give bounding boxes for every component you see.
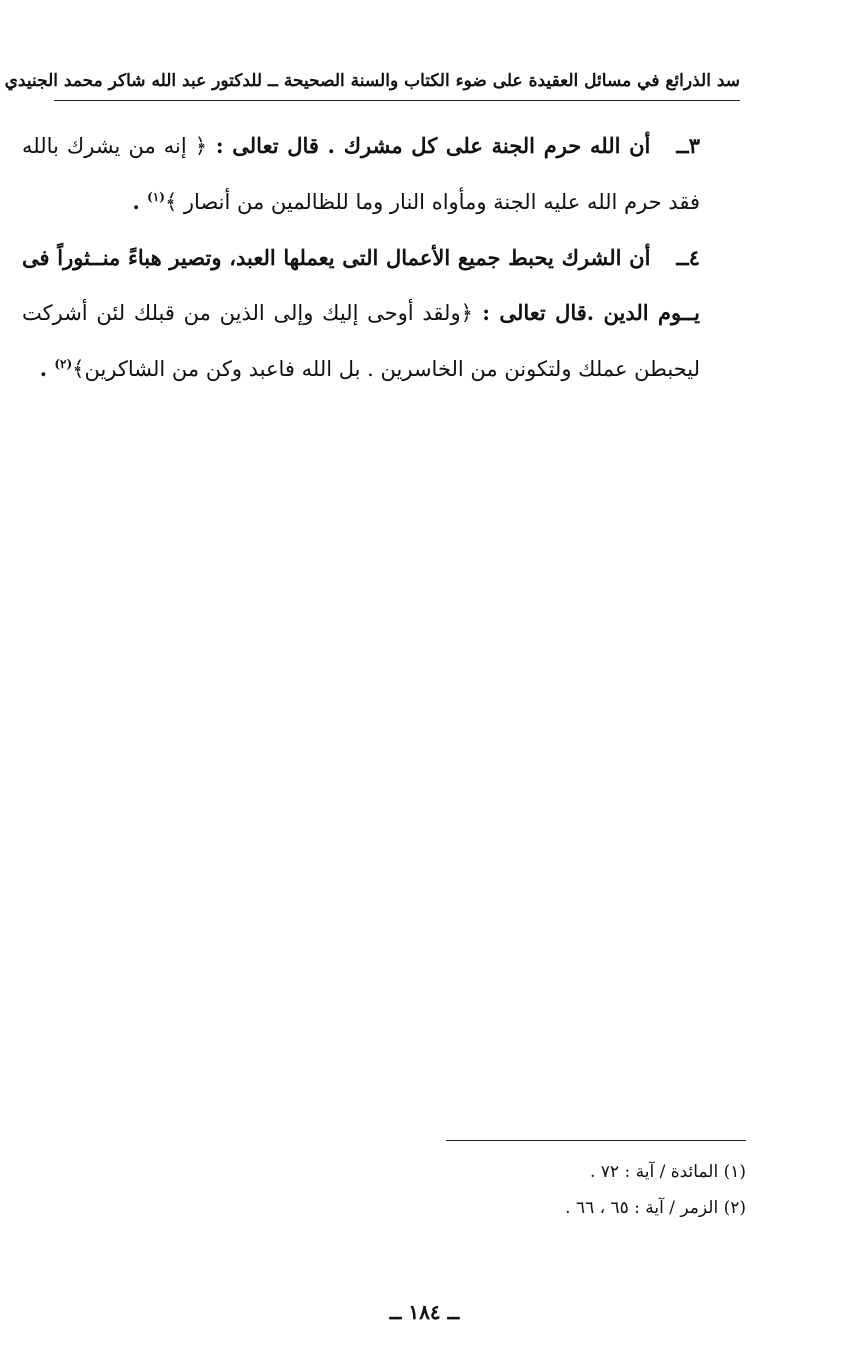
paragraph-text: أن الشرك يحبط جميع الأعمال التى يعملها العبد، وتصير هباءً منــثوراً فى يــوم الدين .قال تعالى : <box>22 245 700 325</box>
footnote-reference: (١) <box>147 190 165 204</box>
item-number: ٤ــ <box>676 245 700 270</box>
sentence-end: . <box>132 189 148 214</box>
header-rule <box>54 100 740 101</box>
paragraph-item-3 <box>22 118 700 230</box>
main-text <box>22 118 700 397</box>
quran-verse: ﴿ولقد أوحى إليك وإلى الذين من قبلك لئن أشركت ليحبطن عملك ولتكونن من الخاسرين . بل الله فاعبد وكن من الشاكرين﴾ <box>22 301 700 381</box>
page-number: ــ ١٨٤ ــ <box>389 1300 460 1324</box>
paragraph-item-4 <box>22 230 700 397</box>
footnote-1: (١) المائدة / آية : ٧٢ . <box>589 1162 746 1182</box>
footnote-2: (٢) الزمر / آية : ٦٥ ، ٦٦ . <box>565 1198 746 1218</box>
quran-verse: ﴿ إنه من يشرك بالله فقد حرم الله عليه الجنة ومأواه النار وما للظالمين من أنصار ﴾ <box>22 134 700 214</box>
sentence-end: . <box>39 356 55 381</box>
footnote-reference: (٢) <box>54 357 73 371</box>
footnotes <box>300 1154 746 1226</box>
running-header: سد الذرائع في مسائل العقيدة على ضوء الكتاب والسنة الصحيحة ــ للدكتور عبد الله شاكر محمد الجنيدي <box>4 71 740 91</box>
item-number: ٣ــ <box>676 133 700 158</box>
paragraph-text: أن الله حرم الجنة على كل مشرك . قال تعالى : <box>207 133 651 158</box>
footnote-rule <box>446 1140 746 1141</box>
